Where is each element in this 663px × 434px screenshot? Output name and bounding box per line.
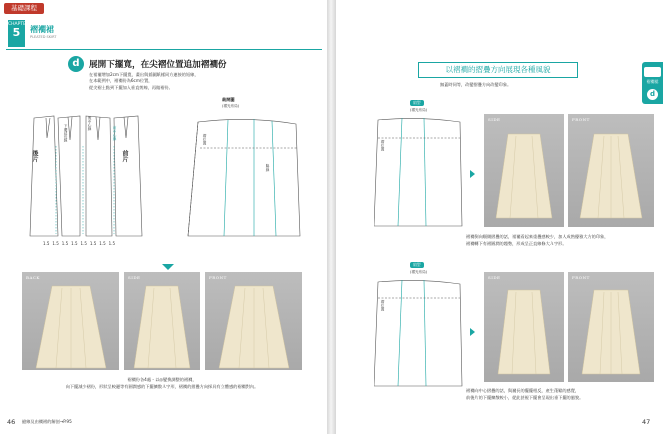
- section-heading: 展開下擺寬，在尖褶位置追加褶襇份: [89, 60, 227, 70]
- page-number: 47: [642, 418, 651, 426]
- header-rule: [6, 49, 322, 50]
- section-badge: d: [68, 56, 84, 72]
- side-tab-badge: d: [647, 89, 658, 100]
- pattern-subtitle: (褶光布局): [410, 108, 428, 112]
- measure: 1.5: [80, 241, 87, 246]
- photo-label: BACK: [26, 275, 40, 280]
- photo-label: SIDE: [488, 275, 501, 280]
- measure: 1.5: [108, 241, 115, 246]
- variant-2-photo-side: [484, 272, 564, 382]
- variant-2-photo-front: [568, 272, 654, 382]
- photo-label: SIDE: [128, 275, 141, 280]
- caption-line: 褶襇倒向順側摺疊的話，裙襬看起來重疊感較少，加人成熟優雅大方的印象，: [466, 234, 609, 239]
- chapter-title: 褶襇裙: [30, 25, 54, 34]
- photo-label: FRONT: [209, 275, 227, 280]
- book-gutter: [327, 0, 336, 434]
- photo-back: [22, 272, 119, 370]
- measure: 1.5: [52, 241, 59, 246]
- photo-label: FRONT: [572, 117, 590, 122]
- chapter-side-tab: [642, 62, 663, 104]
- chapter-subtitle: PLEATED SKIRT: [30, 35, 57, 39]
- hem-extension-label: 下襬延長線: [64, 124, 68, 142]
- variant-pill: 扇型: [410, 262, 424, 268]
- variant-2-caption: [466, 388, 661, 402]
- side-seam-label: 脇線: [266, 164, 270, 172]
- skirt-icon: [644, 67, 661, 77]
- pattern-subtitle: (褶光布局): [410, 270, 428, 274]
- right-arrow-icon: [470, 328, 475, 336]
- pleat-position-label: 褶位置: [381, 140, 385, 151]
- variant-pattern-2: [374, 276, 464, 388]
- back-center-label: 後中心線: [88, 116, 92, 131]
- variant-pill: 扇型: [410, 100, 424, 106]
- measure: 1.5: [61, 241, 69, 246]
- intro-line: 在本範例中，褶襇份為6cm位置，: [89, 78, 153, 84]
- variant-pattern-1: [374, 114, 464, 229]
- measure: 1.5: [71, 241, 78, 246]
- right-title: 以褶襇的摺疊方向展現各種風貌: [418, 62, 578, 78]
- caption-line: 前後片的下擺擴散較小，從此甚視下擺會呈現出垂下擺的風貌。: [466, 394, 584, 400]
- caption-line: 向下擺減少褶份，形狀呈較邊等有圓潤感的下擺擴散Ａ字形，褶襇的摺疊方向採具有立體感的褶襇對內。: [65, 383, 259, 389]
- pleat-position-label: 褶位置: [381, 300, 385, 311]
- measure-row: [43, 241, 115, 246]
- pattern-front-label: 前片: [121, 150, 128, 162]
- photo-label: FRONT: [572, 275, 590, 280]
- right-page: [336, 0, 663, 434]
- measure: 1.5: [43, 241, 50, 246]
- variant-1-photo-side: [484, 114, 564, 227]
- photo-label: SIDE: [488, 117, 501, 122]
- caption-line: 褶襇向中心摺疊的話，與襬長的擺擺相反，產生蓬鬆的感覺，: [466, 388, 580, 393]
- expanded-title: 裁開圖: [222, 97, 235, 102]
- course-tag: 基礎課程: [4, 3, 44, 14]
- measure: 1.5: [99, 241, 106, 246]
- chapter-label: CHAPTER: [8, 22, 30, 27]
- side-tab-title: 褶襇裙: [646, 79, 659, 84]
- pleat-position-label: 褶位置: [203, 134, 207, 145]
- page-number: 46: [7, 418, 16, 426]
- caption-line: 褶襇轉下有褶圓潤的趨勢，形成呈正直線條大Ａ字形。: [466, 240, 567, 246]
- section-intro: [89, 72, 229, 91]
- expanded-subtitle: (褶光布局): [222, 104, 240, 108]
- down-arrow-icon: [162, 264, 174, 270]
- chapter-badge: [8, 20, 30, 47]
- photo-front: [205, 272, 302, 370]
- pattern-diagram: [28, 96, 318, 251]
- footer-link[interactable]: 縫線及由襇褶的解剖→P.95: [22, 419, 72, 424]
- right-intro: 無蓋時同等，改變摺疊方向改變印象。: [440, 82, 512, 87]
- caption-line: 褶襇份各4處・以◎變換調整的褶襇，: [127, 377, 197, 382]
- left-caption: [22, 377, 302, 391]
- measure: 1.5: [89, 241, 97, 246]
- variant-1-caption: [466, 234, 661, 248]
- left-page: [0, 0, 327, 434]
- front-center-label: 前中心線: [113, 126, 117, 141]
- photo-side: [124, 272, 200, 370]
- variant-1-photo-front: [568, 114, 654, 227]
- intro-line: 從尖褶土點到下擺加入垂直剪線，再做褶份。: [89, 84, 173, 90]
- intro-line: 在裙襬增加2cm下擺寬，畫出與插圖紙樣同方連接的短線，: [89, 72, 199, 77]
- pattern-back-label: 後片: [31, 150, 38, 162]
- right-arrow-icon: [470, 170, 475, 178]
- chapter-number: 5: [12, 26, 21, 39]
